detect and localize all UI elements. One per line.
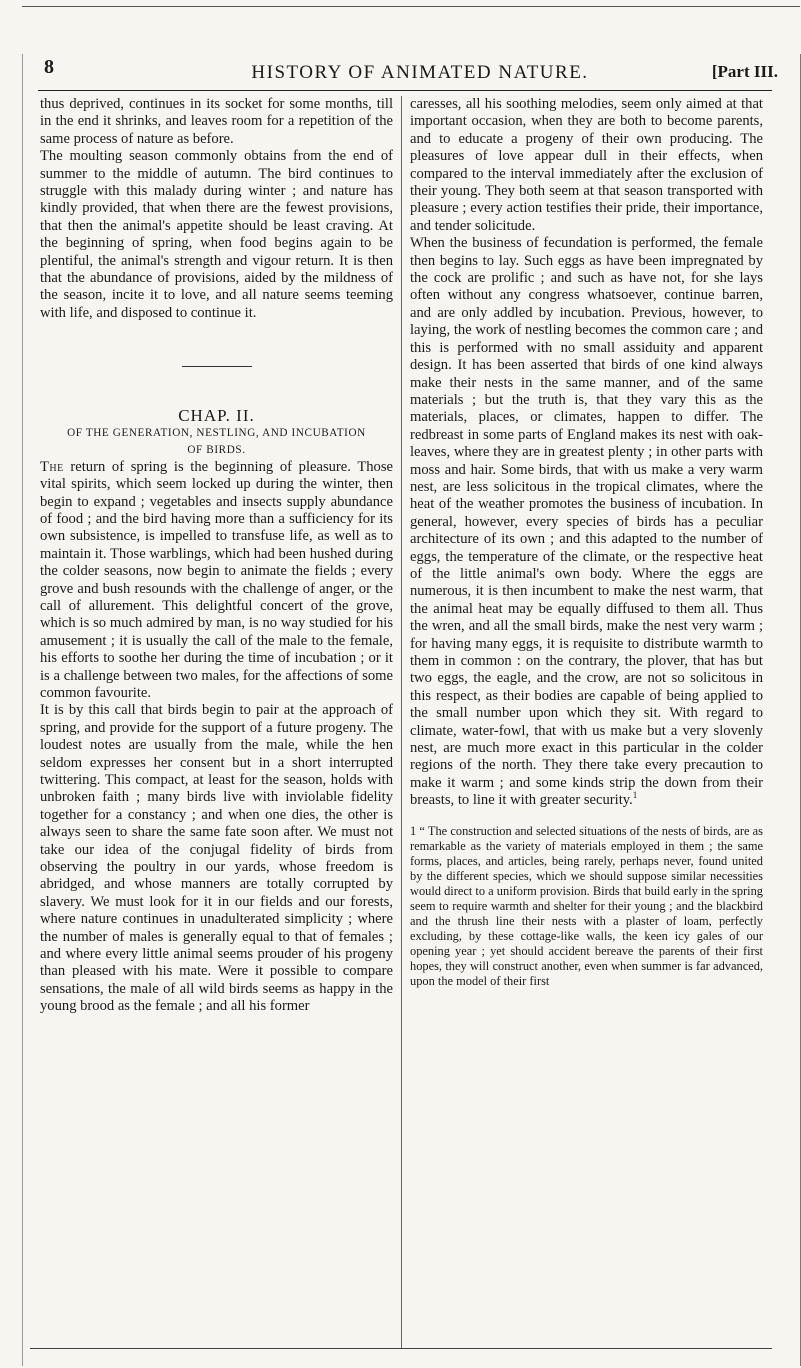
- top-border-rule: [22, 6, 800, 7]
- page-number: 8: [44, 56, 54, 78]
- lead-word: The: [40, 458, 64, 475]
- running-header: [38, 56, 778, 86]
- running-title: HISTORY OF ANIMATED NATURE.: [251, 62, 589, 83]
- paragraph: The moulting season commonly obtains from the end of summer to the middle of autumn. The bird continues to struggle with this malady during winter ; and nature has kindly provided, that when there are the fewest provisions, that then the animal's appetite should be least craving. At the beginning of spring, when food begins again to be plentiful, the animal's strength and vigour return. It is then that the abundance of provisions, aided by the mildness of the season, incite it to love, and all nature seems teeming with life, and disposed to continue it.: [40, 148, 393, 321]
- chapter-title: CHAP. II.: [178, 406, 255, 426]
- paragraph: [40, 459, 393, 703]
- paragraph: thus deprived, continues in its socket for some months, till in the end it shrinks, and leaves room for a repetition of the same process of nature as before.: [40, 96, 393, 147]
- right-column: [410, 96, 763, 989]
- chapter-subtitle-line: OF BIRDS.: [187, 443, 246, 456]
- paragraph-text: return of spring is the beginning of pleasure. Those vital spirits, which seem locked up during the winter, then begin to expand ; vegetables and insects supply abundance of food ; and the bird having more than a sufficiency for its own subsistence, is impelled to transfuse life, as well as to maintain it. Those warblings, which had been hushed during the colder seasons, now begin to animate the fields ; every grove and bush resounds with the challenge of anger, or the call of allurement. This delightful concert of the grove, which is so much admired by man, is no way studied for his amusement ; it is usually the call of the male to the female, his efforts to soothe her during the time of incubation ; or it is a challenge between two males, for the affections of some common favourite.: [40, 458, 393, 701]
- bottom-rule: [30, 1348, 772, 1349]
- column-divider: [401, 96, 402, 1348]
- chapter-subtitle: [40, 425, 393, 459]
- paragraph-text: When the business of fecundation is performed, the female then begins to lay. Such eggs as have been impregnated by the cock are prolific ; and such as have not, for she lays often without any congress whatsoever, continue barren, and are only addled by incubation. Previous, however, to laying, the work of nestling becomes the common care ; and this is performed with no small assiduity and apparent design. It has been asserted that birds of one kind always make their nests in the same manner, and of the same materials ; but the truth is, that they vary this as the materials, places, or climates, happen to differ. The redbreast in some parts of England makes its nest with oak-leaves, where they are in greatest plenty ; in other parts with moss and hair. Some birds, that with us make a very warm nest, are less solicitous in the tropical climates, where the heat of the weather promotes the business of incubation. In general, however, every species of birds has a peculiar architecture of its own ; and this adapted to the number of eggs, the temperature of the climate, or the respective heat of the little animal's own body. Where the eggs are numerous, it is then incumbent to make the nest warm, that the animal heat may be equally diffused to them all. Thus the wren, and all the small birds, make the nest very warm ; for having many eggs, it is requisite to distribute warmth to them in common : on the contrary, the plover, that has but two eggs, the eagle, and the crow, are not so solicitous in this respect, as their bodies are capable of being applied to the small number upon which they sit. With regard to climate, water-fowl, that with us make but a very slovenly nest, are much more exact in this particular in the colder regions of the north. They there take every precaution to make it warm ; and some kinds strip the down from their breasts, to line it with greater security.: [410, 235, 763, 809]
- chapter-subtitle-line: OF THE GENERATION, NESTLING, AND INCUBATION: [67, 426, 366, 439]
- left-column: [40, 96, 393, 1016]
- paragraph: caresses, all his soothing melodies, seem only aimed at that important occasion, when they are both to become parents, and to educate a progeny of their own producing. The pleasures of love appear dull in their effects, when compared to the interval immediately after the exclusion of their young. They both seem at that season transported with pleasure ; every action testifies their pride, their importance, and tender solicitude.: [410, 96, 763, 234]
- header-rule: [38, 90, 772, 91]
- footnote-marker: 1: [632, 790, 638, 801]
- footnote: 1 “ The construction and selected situations of the nests of birds, are as remarkable as the variety of materials employed in them ; the same forms, places, and articles, being rarely, perhaps never, found united by the different species, which we should suppose similar necessities would direct to a uniform provision. Birds that build early in the spring seem to require warmth and shelter for their young ; and the blackbird and the thrush line their nests with a plaster of loam, perfectly excluding, by these cottage-like walls, the keen icy gales of our opening year ; yet should accident bereave the parents of their first hopes, they will construct another, even when summer is far advanced, upon the model of their first: [410, 823, 763, 988]
- paragraph: [410, 235, 763, 809]
- part-label: [Part III.: [711, 62, 778, 81]
- chapter-separator: [182, 366, 252, 367]
- paragraph: It is by this call that birds begin to pair at the approach of spring, and provide for the support of a future progeny. The loudest notes are usually from the male, while the hen seldom expresses her consent but in a short interrupted twittering. This compact, at least for the season, holds with unbroken faith ; many birds live with inviolable fidelity together for a constancy ; and when one dies, the other is always seen to share the same fate soon after. We must not take our idea of the conjugal fidelity of birds from observing the poultry in our yards, whose freedom is abridged, and whose manners are totally corrupted by slavery. We must look for it in our fields and our forests, where nature continues in unadulterated simplicity ; where the number of males is generally equal to that of females ; and where every little animal seems prouder of his progeny than pleased with his mate. Were it possible to compare sensations, the male of all wild birds seems as happy in the young brood as the female ; and all his former: [40, 702, 393, 1015]
